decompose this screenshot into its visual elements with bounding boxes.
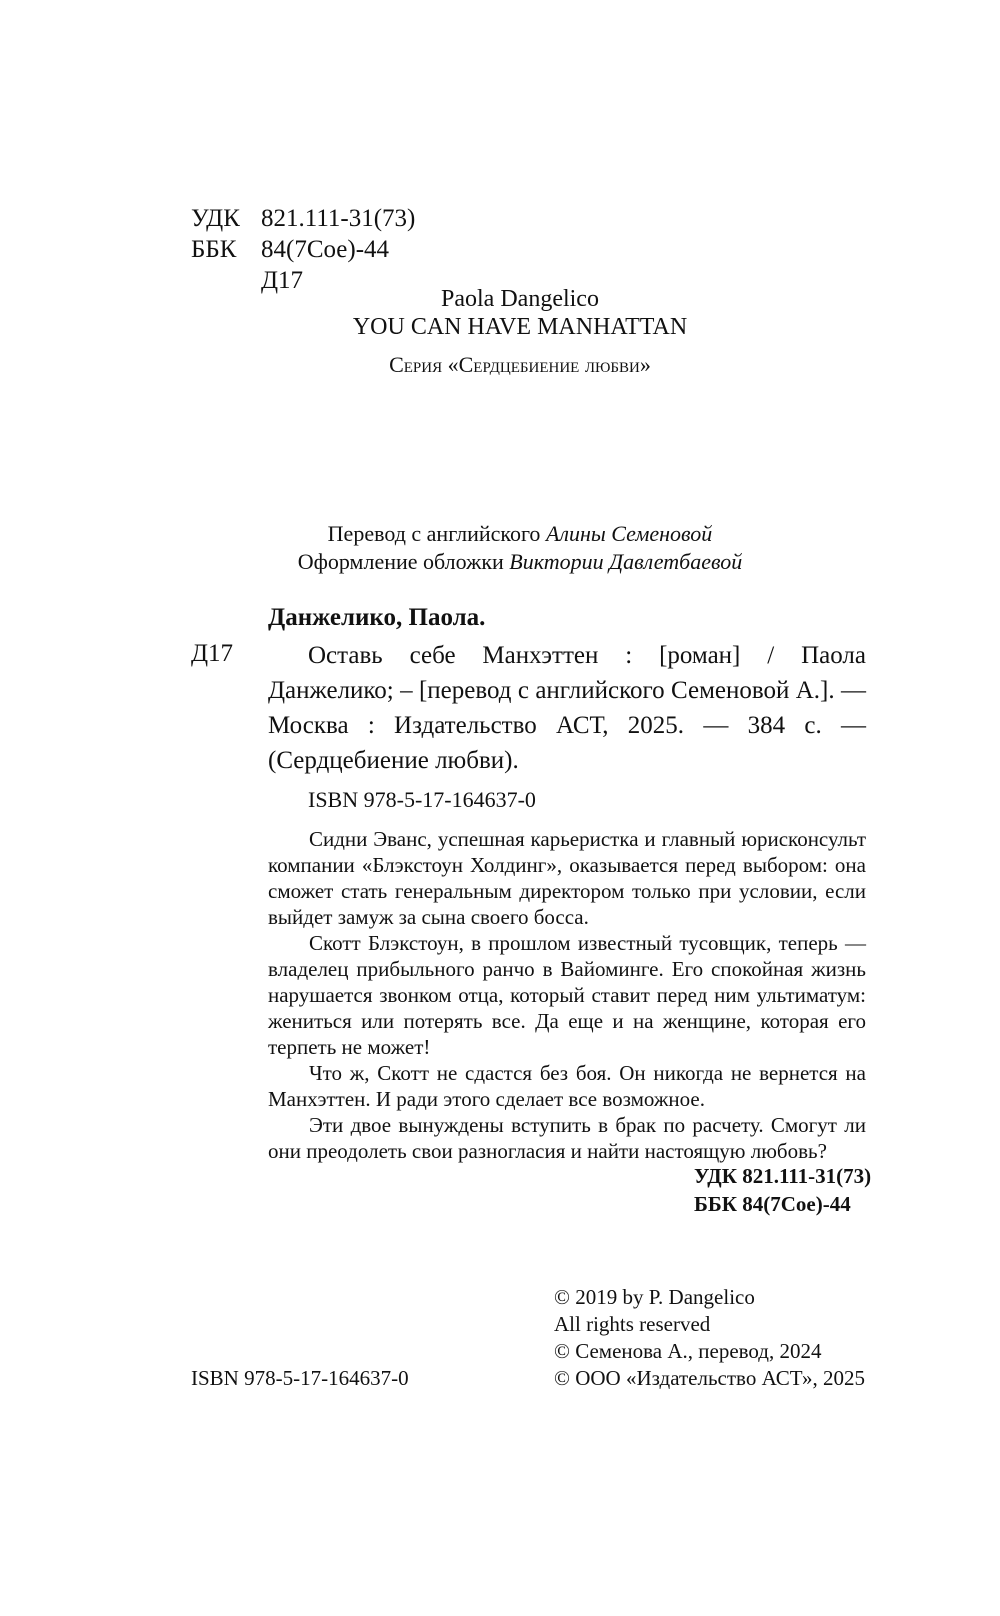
series-name: «Сердцебиение любви»	[447, 352, 651, 377]
classification-block	[191, 203, 415, 296]
copyright-line: © 2019 by P. Dangelico	[554, 1285, 755, 1309]
udk-value: 821.111-31(73)	[261, 205, 416, 232]
annotation-paragraph: Скотт Блэкстоун, в прошлом известный тусовщик, теперь — владелец прибыльного ранчо в Вайоминге. Его спокойная жизнь нарушается звонком отца, который ставит перед ним ультиматум: жениться или потерять все. Да еще и на женщине, которая его терпеть не может!	[268, 931, 866, 1059]
series-line	[300, 351, 740, 379]
series-prefix: Серия	[389, 352, 448, 377]
udk-label: УДК	[191, 205, 240, 232]
annotation	[268, 826, 866, 1164]
bbk-value: 84(7Сое)-44	[261, 236, 390, 263]
catalog-description: Оставь себе Манхэттен : [роман] / Паола Данжелико; – [перевод с английского Семеновой А.]. — Москва : Издательство АСТ, 2025. — 384 с. — (Сердцебиение любви).	[268, 642, 866, 774]
catalog-isbn: ISBN 978-5-17-164637-0	[308, 787, 536, 812]
catalog-heading: Данжелико, Паола.	[268, 604, 486, 631]
copyright-line: © Семенова А., перевод, 2024	[554, 1339, 822, 1363]
annotation-paragraph: Сидни Эванс, успешная карьеристка и главный юрисконсульт компании «Блэкстоун Холдинг», оказывается перед выбором: она сможет стать генеральным директором только при условии, если выйдет замуж за сына своего босса.	[268, 827, 866, 929]
translation-prefix: Перевод с английского	[327, 521, 546, 546]
footer-isbn: ISBN 978-5-17-164637-0	[191, 1366, 409, 1390]
copyright-block	[554, 1284, 865, 1392]
bbk-bottom: ББК 84(7Сое)-44	[694, 1192, 851, 1216]
original-title: YOU CAN HAVE MANHATTAN	[352, 314, 688, 340]
cover-designer-name: Виктории Давлетбаевой	[509, 549, 743, 574]
annotation-paragraph: Эти двое вынуждены вступить в брак по расчету. Смогут ли они преодолеть свои разногласия и найти настоящую любовь?	[268, 1113, 866, 1163]
catalog-mark: Д17	[191, 640, 234, 667]
classification-table	[191, 203, 415, 296]
bbk-label: ББК	[191, 236, 237, 263]
codes-bottom	[694, 1162, 871, 1218]
cover-prefix: Оформление обложки	[297, 549, 510, 574]
copyright-line: © ООО «Издательство АСТ», 2025	[554, 1366, 865, 1390]
translator-name: Алины Семеновой	[545, 521, 713, 546]
udk-bottom: УДК 821.111-31(73)	[694, 1164, 872, 1188]
translation-credit	[290, 520, 750, 548]
copyright-line: All rights reserved	[554, 1312, 711, 1336]
author-mark: Д17	[261, 267, 304, 294]
original-author: Paola Dangelico	[441, 286, 599, 312]
annotation-paragraph: Что ж, Скотт не сдастся без боя. Он никогда не вернется на Манхэттен. И ради этого сделает все возможное.	[268, 1061, 866, 1111]
cover-credit	[290, 548, 750, 576]
